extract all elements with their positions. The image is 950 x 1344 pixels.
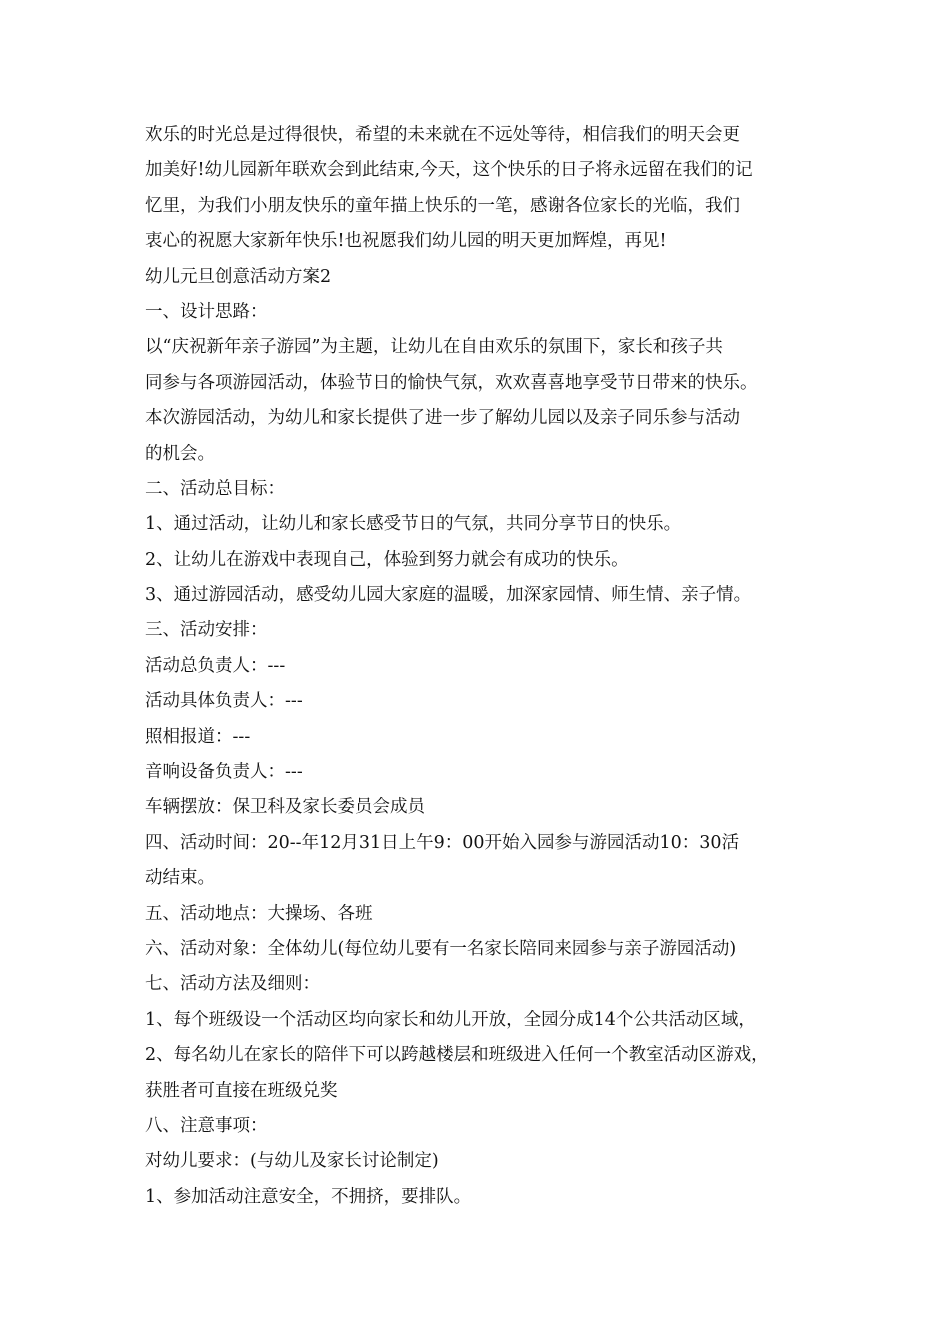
- paragraph-line: 忆里，为我们小朋友快乐的童年描上快乐的一笔，感谢各位家长的光临，我们: [145, 195, 740, 216]
- list-item: 活动具体负责人：---: [145, 691, 303, 712]
- paragraph-line: 欢乐的时光总是过得很快，希望的未来就在不远处等待，相信我们的明天会更: [145, 125, 740, 145]
- paragraph-line: 同参与各项游园活动，体验节日的愉快气氛，欢欢喜喜地享受节日带来的快乐。: [145, 372, 758, 393]
- list-item: 1、通过活动，让幼儿和家长感受节日的气氛，共同分享节日的快乐。: [145, 514, 682, 535]
- section-heading: 六、活动对象：全体幼儿(每位幼儿要有一名家长陪同来园参与亲子游园活动): [145, 938, 737, 959]
- list-item: 2、让幼儿在游戏中表现自己，体验到努力就会有成功的快乐。: [145, 549, 629, 570]
- paragraph-line: 本次游园活动，为幼儿和家长提供了进一步了解幼儿园以及亲子同乐参与活动: [145, 408, 740, 429]
- paragraph-line: 的机会。: [145, 443, 215, 464]
- list-item: 1、参加活动注意安全，不拥挤，要排队。: [145, 1186, 472, 1207]
- list-item: 照相报道：---: [145, 726, 251, 747]
- section-heading: 四、活动时间：20--年12月31日上午9：00开始入园参与游园活动10：30活: [145, 832, 740, 853]
- section-heading: 八、注意事项：: [145, 1115, 268, 1136]
- list-item: 音响设备负责人：---: [145, 762, 303, 783]
- paragraph-line: 对幼儿要求：(与幼儿及家长讨论制定): [145, 1151, 439, 1172]
- paragraph-line: 获胜者可直接在班级兑奖: [145, 1080, 338, 1101]
- document-body: [145, 118, 825, 1215]
- section-heading: 二、活动总目标：: [145, 478, 285, 499]
- paragraph-line: 衷心的祝愿大家新年快乐!也祝愿我们幼儿园的明天更加辉煌，再见!: [145, 231, 667, 252]
- section-heading: 三、活动安排：: [145, 620, 268, 641]
- list-item: 3、通过游园活动，感受幼儿园大家庭的温暖，加深家园情、师生情、亲子情。: [145, 585, 752, 606]
- section-heading: 一、设计思路：: [145, 301, 268, 322]
- paragraph-line: 动结束。: [145, 868, 215, 889]
- list-item: 2、每名幼儿在家长的陪伴下可以跨越楼层和班级进入任何一个教室活动区游戏，: [145, 1045, 769, 1066]
- list-item: 活动总负责人：---: [145, 655, 286, 676]
- section-heading: 五、活动地点：大操场、各班: [145, 903, 373, 924]
- list-item: 车辆摆放：保卫科及家长委员会成员: [145, 797, 425, 818]
- section-title: 幼儿元旦创意活动方案2: [145, 266, 332, 287]
- list-item: 1、每个班级设一个活动区均向家长和幼儿开放，全园分成14个公共活动区域，: [145, 1009, 756, 1030]
- paragraph-line: 加美好!幼儿园新年联欢会到此结束,今天，这个快乐的日子将永远留在我们的记: [145, 160, 753, 181]
- section-heading: 七、活动方法及细则：: [145, 974, 320, 995]
- paragraph-line: 以“庆祝新年亲子游园”为主题，让幼儿在自由欢乐的氛围下，家长和孩子共: [145, 337, 723, 358]
